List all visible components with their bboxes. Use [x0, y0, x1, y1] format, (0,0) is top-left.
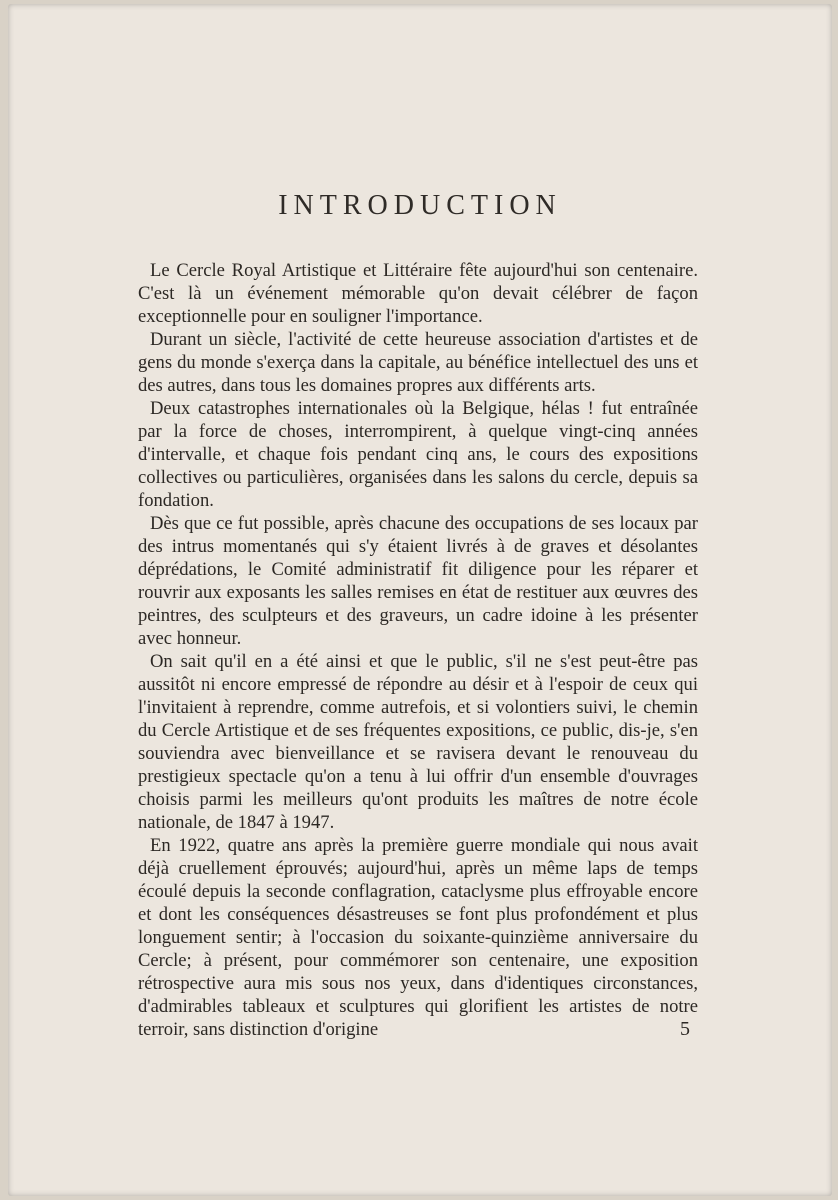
paragraph: Durant un siècle, l'activité de cette heureuse association d'artistes et de gens du monde s'exerça dans la capitale, au bénéfice intellectuel des uns et des autres, dans tous les domaines propres aux différents arts.: [138, 329, 698, 396]
book-page: [8, 4, 832, 1196]
paragraph: On sait qu'il en a été ainsi et que le public, s'il ne s'est peut-être pas aussitôt ni encore empressé de répondre au désir et à l'espoir de ceux qui l'invitaient à reprendre, comme autrefois, et si volontiers suivi, le chemin du Cercle Artistique et de ses fréquentes expositions, ce public, dis-je, s'en souviendra avec bienveillance et se ravisera devant le renouveau du prestigieux spectacle qu'on a tenu à lui offrir d'un ensemble d'ouvrages choisis parmi les meilleurs qu'ont produits les maîtres de notre école nationale, de 1847 à 1947.: [138, 651, 698, 833]
paragraph: En 1922, quatre ans après la première guerre mondiale qui nous avait déjà cruellement éprouvés; aujourd'hui, après un même laps de temps écoulé depuis la seconde conflagration, cataclysme plus effroyable encore et dont les conséquences désastreuses se font plus profondément et plus longuement sentir; à l'occasion du soixante-quinzième anniversaire du Cercle; à présent, pour commémorer son centenaire, une exposition rétrospective aura mis sous nos yeux, dans d'identiques circonstances, d'admirables tableaux et sculptures qui glorifient les artistes de notre terroir, sans distinction d'origine: [138, 835, 698, 1040]
paragraph: Dès que ce fut possible, après chacune des occupations de ses locaux par des intrus momentanés qui s'y étaient livrés à de graves et désolantes déprédations, le Comité administratif fit diligence pour les réparer et rouvrir aux exposants les salles remises en état de restituer aux œuvres des peintres, des sculpteurs et des graveurs, un cadre idoine à les présenter avec honneur.: [138, 513, 698, 649]
introduction-text: [138, 259, 698, 1041]
paragraph: Deux catastrophes internationales où la Belgique, hélas ! fut entraînée par la force de choses, interrompirent, à quelque vingt-cinq années d'intervalle, et chaque fois pendant cinq ans, le cours des expositions collectives ou particulières, organisées dans les salons du cercle, depuis sa fondation.: [138, 398, 698, 511]
page-title: INTRODUCTION: [278, 190, 562, 221]
page-number: 5: [680, 1018, 690, 1040]
paragraph: Le Cercle Royal Artistique et Littéraire fête aujourd'hui son centenaire. C'est là un événement mémorable qu'on devait célébrer de façon exceptionnelle pour en souligner l'importance.: [138, 260, 698, 327]
